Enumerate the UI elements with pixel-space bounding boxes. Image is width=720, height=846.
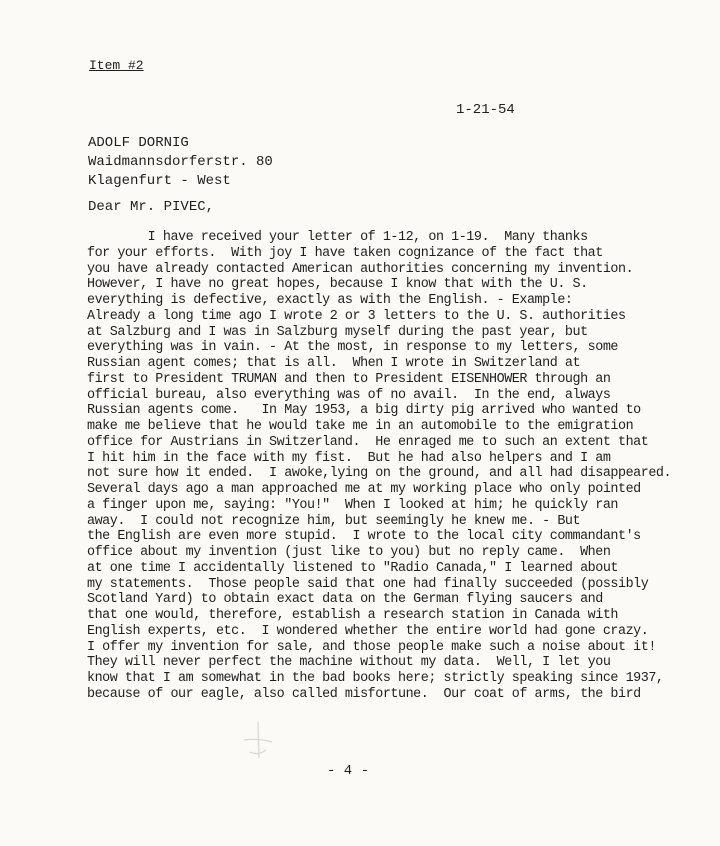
body-line: I offer my invention for sale, and those people make such a noise about it! — [87, 639, 656, 655]
body-line: office for Austrians in Switzerland. He enraged me to such an extent that — [87, 434, 649, 450]
body-line: Russian agent comes; that is all. When I wrote in Switzerland at — [87, 356, 581, 371]
body-line: at Salzburg and I was in Salzburg myself during the past year, but — [87, 324, 588, 340]
body-line: that one would, therefore, establish a research station in Canada with — [87, 608, 618, 623]
address-line: Waidmannsdorferstr. 80 — [88, 154, 273, 170]
body-line: everything was in vain. - At the most, in response to my letters, some — [87, 340, 618, 356]
body-line: away. I could not recognize him, but seemingly he knew me. - But — [87, 513, 581, 529]
item-label: Item #2 — [89, 58, 144, 73]
body-line: because of our eagle, also called misfortune. Our coat of arms, the bird — [87, 686, 641, 702]
body-line: not sure how it ended. I awoke,lying on the ground, and all had disappeared. — [87, 466, 672, 482]
body-line: a finger upon me, saying: "You!" When I looked at him; he quickly ran — [87, 497, 618, 513]
body-line: at one time I accidentally listened to "Radio Canada," I learned about — [87, 560, 618, 576]
body-line: I hit him in the face with my fist. But he had also helpers and I am — [87, 450, 611, 466]
body-line: first to President TRUMAN and then to President EISENHOWER through an — [87, 371, 611, 387]
sender-address — [88, 134, 273, 191]
body-line: official bureau, also everything was of no avail. In the end, always — [87, 387, 611, 403]
letter-body — [87, 230, 697, 703]
page-number: - 4 - — [327, 763, 370, 779]
faint-pen-mark — [238, 718, 278, 762]
salutation: Dear Mr. PIVEC, — [88, 199, 215, 215]
body-line: English experts, etc. I wondered whether the entire world had gone crazy. — [87, 623, 649, 639]
address-line: ADOLF DORNIG — [88, 135, 189, 151]
body-line: Russian agents come. In May 1953, a big dirty pig arrived who wanted to — [87, 403, 641, 419]
letter-date: 1-21-54 — [456, 102, 515, 118]
body-line: know that I am somewhat in the bad books here; strictly speaking since 1937, — [87, 671, 664, 686]
body-line: Already a long time ago I wrote 2 or 3 letters to the U. S. authorities — [87, 308, 626, 324]
body-line: They will never perfect the machine without my data. Well, I let you — [87, 655, 611, 671]
body-line: Scotland Yard) to obtain exact data on the German flying saucers and — [87, 592, 603, 608]
body-line: everything is defective, exactly as with the English. - Example: — [87, 293, 573, 308]
body-line: the English are even more stupid. I wrote to the local city commandant's — [87, 529, 641, 545]
address-line: Klagenfurt - West — [88, 173, 231, 189]
body-line: my statements. Those people said that one had finally succeeded (possibly — [87, 576, 649, 592]
body-line: you have already contacted American authorities concerning my invention. — [87, 261, 634, 277]
body-line: I have received your letter of 1-12, on 1-19. Many thanks — [87, 230, 588, 245]
body-line: Several days ago a man approached me at my working place who only pointed — [87, 482, 641, 497]
body-line: office about my invention (just like to you) but no reply came. When — [87, 545, 611, 560]
body-line: make me believe that he would take me in an automobile to the emigration — [87, 419, 634, 434]
body-line: However, I have no great hopes, because I know that with the U. S. — [87, 277, 588, 293]
body-line: for your efforts. With joy I have taken cognizance of the fact that — [87, 245, 603, 261]
